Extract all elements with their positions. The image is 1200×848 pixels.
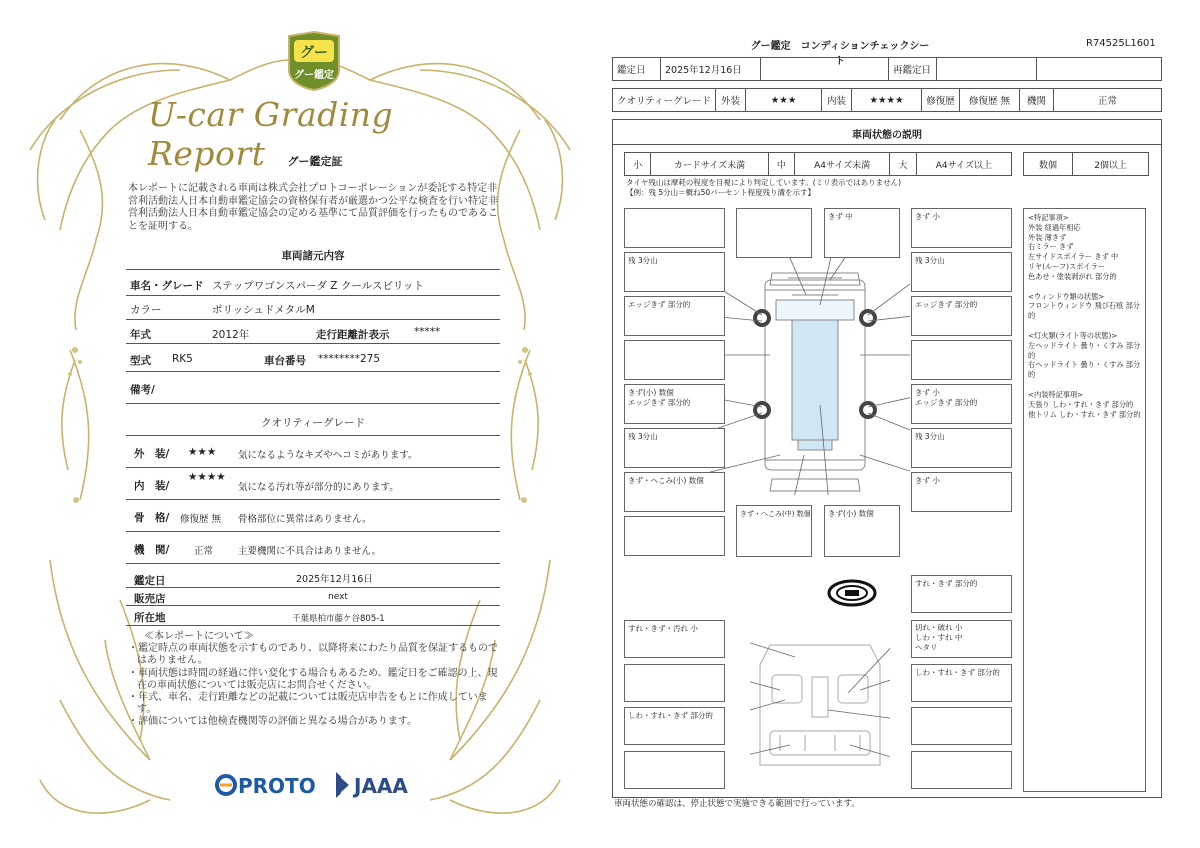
damage-box: 残 3分山 (911, 428, 1012, 468)
damage-box (624, 516, 725, 556)
note-line: 他トリム しわ・すれ・きず 部分的 (1028, 409, 1141, 419)
engine-label: 機関 (1020, 89, 1054, 112)
damage-box: きず・へこみ(小) 数個 (624, 472, 725, 512)
exterior-desc: 気になるようなキズやヘコミがあります。 (238, 450, 418, 461)
grade-row-frame (126, 500, 500, 532)
color-label: カラー (130, 304, 162, 316)
tire-note (626, 178, 901, 197)
note-line: <特記事項> (1028, 213, 1069, 222)
count-label: 数個 (1024, 153, 1073, 176)
spec-row-remarks (126, 372, 500, 404)
svg-text:PROTO: PROTO (238, 774, 316, 798)
damage-box: 残 3分山 (624, 428, 725, 468)
inspect-date-label: 鑑定日 (613, 58, 661, 81)
dealer-label: 販売店 (134, 593, 166, 605)
note-item: ・評価については他検査機関等の評価と異なる場合があります。 (128, 716, 417, 728)
report-id: R74525L1601 (1086, 38, 1156, 49)
note-item: ・鑑定時点の車両状態を示すものであり、以降将来にわたり品質を保証するものではありません。 (128, 643, 498, 667)
name-label: 車名・グレード (130, 280, 204, 292)
mileage-label: 走行距離計表示 (316, 329, 390, 341)
address-label: 所在地 (134, 612, 166, 624)
ext-stars: ★★★ (746, 89, 822, 112)
damage-box: きず 小 (911, 472, 1012, 512)
damage-box (624, 751, 725, 789)
note-line: <灯火類(ライト等の状態)> (1028, 330, 1118, 340)
spec-row-model (126, 344, 500, 372)
tire-note-line: タイヤ残山は摩耗の程度を目視により判定しています。(ミリ表示ではありません) (626, 178, 902, 187)
address-value: 千葉県柏市藤ケ谷805-1 (292, 614, 385, 624)
damage-box: きず 小 (911, 208, 1012, 248)
inspect-date-value: 2025年12月16日 (661, 58, 761, 81)
recheck-date-label: 再鑑定日 (889, 58, 937, 81)
damage-box: 残 3分山 (911, 252, 1012, 292)
footer-note: 車両状態の確認は、停止状態で実施できる範囲で行っています。 (614, 799, 860, 809)
notes-title: ≪本レポートについて≫ (144, 631, 254, 642)
note-line: 右ミラー きず (1028, 242, 1074, 252)
model-label: 型式 (130, 355, 151, 367)
svg-text:JAAA: JAAA (354, 774, 408, 798)
spec-row-year (126, 320, 500, 344)
model-value: RK5 (172, 353, 193, 365)
damage-box (911, 707, 1012, 745)
damage-box: エッジきず 部分的 (624, 296, 725, 336)
ext-label: 外装 (716, 89, 746, 112)
info-row-date (126, 564, 500, 588)
engine-desc: 主要機関に不具合はありません。 (238, 546, 382, 557)
engine-label: 機 関/ (134, 544, 170, 556)
date-label: 鑑定日 (134, 575, 166, 587)
car-top-view-diagram (710, 255, 910, 495)
note-line: 色あせ・塗装剥がれ 部分的 (1028, 271, 1117, 281)
note-line: 外装 薄きず (1028, 232, 1067, 242)
color-value: ポリッシュドメタルM (212, 304, 315, 316)
svg-text:グー鑑定: グー鑑定 (294, 70, 334, 81)
engine-value: 正常 (194, 546, 214, 557)
damage-box: すれ・きず・汚れ 小 (624, 620, 725, 658)
grade-bar (612, 88, 1162, 112)
note-line: 左ヘッドライト 曇り・くすみ 部分的 (1028, 340, 1141, 360)
note-line: 天張り しわ・すれ・きず 部分的 (1028, 399, 1134, 409)
size-large-desc: A4サイズ以上 (916, 153, 1011, 176)
note-line: 左サイドスポイラー きず 中 (1028, 252, 1119, 262)
damage-box (911, 340, 1012, 380)
int-stars: ★★★★ (852, 89, 922, 112)
sheet-title: グー鑑定 コンディションチェックシート (750, 41, 930, 67)
info-row-dealer (126, 588, 500, 606)
certificate-intro: 本レポートに記載される車両は株式会社プロトコーポレーションが委託する特定非営利活動法人日本自動車鑑定協会の資格保有者が厳選かつ公平な検査を行い特定非営利活動法人日本自動車鑑定協会の定める基準にて品質評価を行ったものであることを証明する。 (128, 183, 498, 232)
damage-box: きず(小) 数個 エッジきず 部分的 (624, 384, 725, 424)
special-notes-panel (1023, 208, 1146, 792)
note-item: ・車両状態は時間の経過に伴い変化する場合もあるため、鑑定日をご確認の上、現在の車両状態については販売店にお問合せください。 (128, 667, 498, 691)
damage-box: しわ・すれ・きず 部分的 (911, 664, 1012, 702)
count-desc: 2個以上 (1073, 153, 1149, 176)
damage-box: きず(小) 数個 (824, 505, 900, 557)
grade-row-exterior (126, 436, 500, 468)
tire-note-line: 【例：残 5分山＝概ね50パーセント程度残り溝を示す】 (626, 187, 816, 197)
note-line: <内装特記事項> (1028, 389, 1084, 399)
size-legend (624, 152, 1012, 176)
frame-value: 修復歴 無 (180, 514, 222, 525)
dealer-value: next (328, 592, 348, 602)
damage-box (911, 751, 1012, 789)
damage-box: きず 小 エッジきず 部分的 (911, 384, 1012, 424)
damage-box: エッジきず 部分的 (911, 296, 1012, 336)
spec-row-color (126, 296, 500, 320)
footer-logos (210, 768, 420, 802)
exterior-stars: ★★★ (188, 446, 217, 458)
size-large: 大 (890, 153, 916, 176)
jaaa-logo-icon (336, 772, 408, 798)
damage-box: しわ・すれ・きず 部分的 (624, 707, 725, 745)
report-notes (124, 631, 500, 729)
remarks-label: 備考/ (130, 384, 155, 396)
int-label: 内装 (822, 89, 852, 112)
damage-box (624, 208, 725, 248)
condition-check-sheet (600, 0, 1200, 848)
damage-box: 切れ・破れ 小 しわ・すれ 中 ヘタリ (911, 620, 1012, 658)
damage-box (624, 340, 725, 380)
repair-label: 修復歴 (922, 89, 960, 112)
chassis-value: ********275 (318, 353, 381, 365)
damage-box: すれ・きず 部分的 (911, 575, 1012, 613)
name-value: ステップワゴンスパーダ Z クールスピリット (212, 280, 424, 292)
certificate-title: グー鑑定証 (287, 155, 343, 168)
exterior-label: 外 装/ (134, 448, 170, 460)
note-line: 外装 経過年相応 (1028, 222, 1081, 232)
quality-grade-heading: クオリティーグレード (126, 410, 500, 436)
car-interior-diagram (750, 635, 890, 775)
goo-kantei-badge-icon (285, 30, 343, 92)
note-line: <ウィンドウ類の状態> (1028, 291, 1105, 301)
frame-label: 骨 格/ (134, 512, 170, 524)
grade-row-interior (126, 468, 500, 500)
interior-stars: ★★★★ (188, 471, 226, 483)
info-row-address (126, 606, 500, 626)
note-line: フロントウィンドウ 飛び石痕 部分的 (1028, 301, 1140, 321)
recheck-date-value (937, 58, 1037, 81)
size-small: 小 (625, 153, 651, 176)
damage-box: きず・へこみ(中) 数個 (736, 505, 812, 557)
grade-row-engine (126, 532, 500, 564)
repair-value: 修復歴 無 (960, 89, 1020, 112)
report-script-title: U-car Grading Report (148, 95, 394, 173)
interior-label: 内 装/ (134, 480, 170, 492)
damage-box: きず 中 (824, 208, 900, 258)
engine-value: 正常 (1054, 89, 1162, 112)
size-small-desc: カードサイズ未満 (651, 153, 768, 176)
steering-wheel-icon (826, 578, 878, 608)
chassis-label: 車台番号 (264, 355, 306, 367)
spec-row-name (126, 272, 500, 296)
note-line: リヤ(ルーフ)スポイラー (1028, 261, 1105, 271)
year-value: 2012年 (212, 329, 250, 341)
svg-text:グー: グー (300, 45, 328, 61)
section-title: 車両状態の説明 (612, 119, 1162, 145)
frame-desc: 骨格部位に異常はありません。 (238, 514, 372, 525)
note-line: 右ヘッドライト 曇り・くすみ 部分的 (1028, 360, 1141, 380)
damage-box (624, 664, 725, 702)
damage-box (736, 208, 812, 258)
year-label: 年式 (130, 329, 151, 341)
size-mid-desc: A4サイズ未満 (795, 153, 890, 176)
date-bar (612, 57, 1162, 81)
damage-box: 残 3分山 (624, 252, 725, 292)
date-value: 2025年12月16日 (296, 574, 373, 585)
interior-desc: 気になる汚れ等が部分的にあります。 (238, 482, 399, 493)
size-mid: 中 (768, 153, 794, 176)
note-item: ・年式、車名、走行距離などの記載については販売店申告をもとに作成しています。 (128, 692, 488, 716)
mileage-value: ***** (414, 326, 441, 338)
spec-heading: 車両諸元内容 (126, 248, 500, 270)
count-legend (1023, 152, 1149, 176)
grade-label: クオリティーグレード (613, 89, 716, 112)
proto-logo-icon (217, 774, 316, 798)
